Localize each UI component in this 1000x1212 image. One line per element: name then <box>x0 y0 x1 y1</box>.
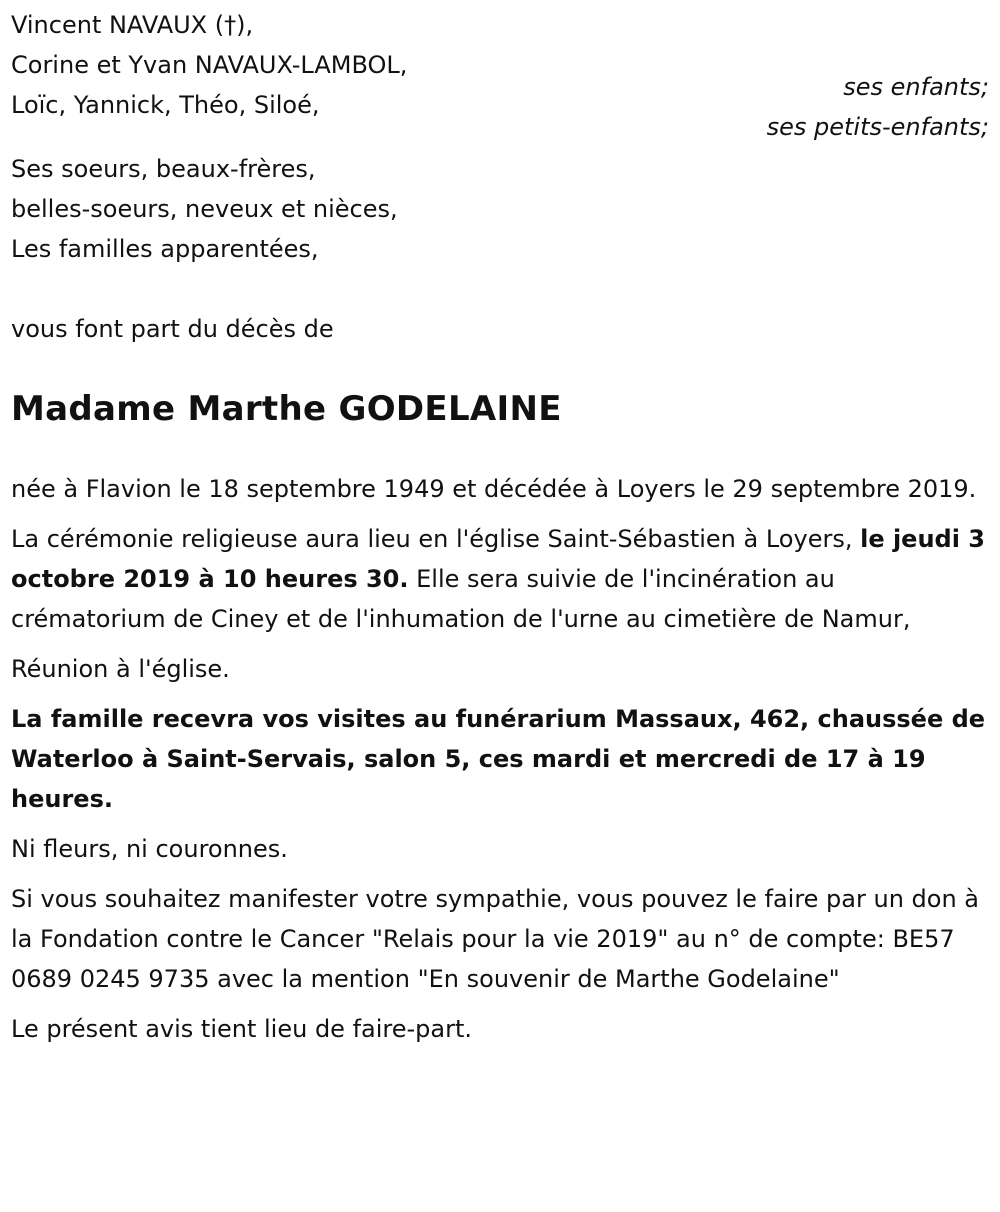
obituary-notice <box>11 5 991 1059</box>
child-line-2: Corine et Yvan NAVAUX-LAMBOL, <box>11 51 408 79</box>
grandchildren-line: Loïc, Yannick, Théo, Siloé, <box>11 91 320 119</box>
ceremony-date: le jeudi 3 octobre 2019 à 10 heures 30. <box>11 525 986 593</box>
relatives-line-1: Ses soeurs, beaux-frères, <box>11 155 316 183</box>
children-label: ses enfants; <box>843 73 989 101</box>
ceremony-paragraph <box>11 519 986 639</box>
reunion-paragraph: Réunion à l'église. <box>11 655 230 683</box>
ceremony-details: Elle sera suivie de l'incinération au crématorium de Ciney et de l'inhumation de l'urne au cimetière de Namur, <box>11 565 911 633</box>
donation-paragraph: Si vous souhaitez manifester votre sympathie, vous pouvez le faire par un don à la Fondation contre le Cancer "Relais pour la vie 2019" au n° de compte: BE57 0689 0245 9735 avec la mention "En souvenir de Marthe Godelaine" <box>11 885 980 993</box>
child-line-1: Vincent NAVAUX (†), <box>11 11 254 39</box>
deceased-name: Madame Marthe GODELAINE <box>11 389 562 429</box>
birth-death-paragraph: née à Flavion le 18 septembre 1949 et décédée à Loyers le 29 septembre 2019. <box>11 475 977 503</box>
relatives-line-2: belles-soeurs, neveux et nièces, <box>11 195 398 223</box>
closing-paragraph: Le présent avis tient lieu de faire-part. <box>11 1015 473 1043</box>
grandchildren-label: ses petits-enfants; <box>766 113 989 141</box>
flowers-paragraph: Ni fleurs, ni couronnes. <box>11 835 288 863</box>
ceremony-intro: La cérémonie religieuse aura lieu en l'église Saint-Sébastien à Loyers, <box>11 525 861 553</box>
visits-paragraph: La famille recevra vos visites au funérarium Massaux, 462, chaussée de Waterloo à Saint-Servais, salon 5, ces mardi et mercredi de 17 à 19 heures. <box>11 705 986 813</box>
announcement-text: vous font part du décès de <box>11 315 334 343</box>
relatives-line-3: Les familles apparentées, <box>11 235 319 263</box>
